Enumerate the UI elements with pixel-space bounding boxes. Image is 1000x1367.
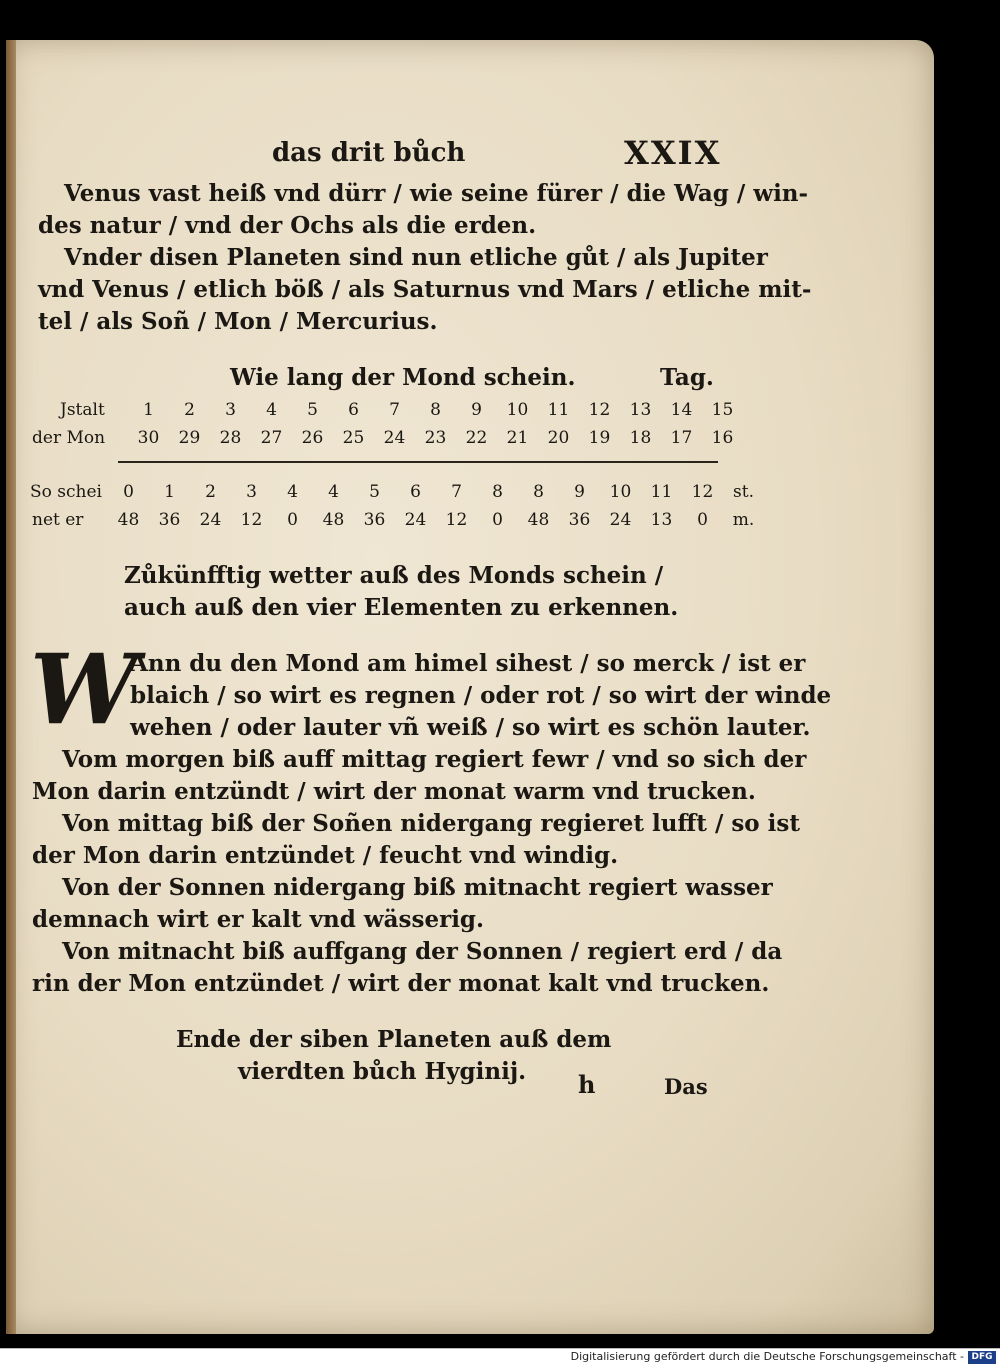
dfg-logo[interactable]: DFG: [968, 1351, 996, 1364]
signature-mark: h: [578, 1070, 596, 1099]
intro-line-5: tel / als Soñ / Mon / Mercurius.: [38, 308, 438, 335]
closing-line-1: Ende der siben Planeten auß dem: [176, 1026, 612, 1053]
section-heading-line-1: Zůkünfftig wetter auß des Monds schein /: [124, 562, 664, 589]
closing-line-2: vierdten bůch Hyginij.: [238, 1058, 527, 1085]
section-heading-line-2: auch auß den vier Elementen zu erkennen.: [124, 594, 679, 621]
body-line-5: Mon darin entzündt / wirt der monat warm vnd trucken.: [32, 778, 756, 805]
body-line-2: blaich / so wirt es regnen / oder rot / so wirt der winde: [130, 682, 832, 709]
row-label-3a: So schei: [30, 482, 102, 502]
book-spine-edge: [6, 40, 16, 1334]
body-line-7: der Mon darin entzündet / feucht vnd windig.: [32, 842, 619, 869]
intro-line-4: vnd Venus / etlich böß / als Saturnus vnd Mars / etliche mit-: [38, 276, 812, 303]
body-line-8: Von der Sonnen nidergang biß mitnacht regiert wasser: [62, 874, 773, 901]
funding-notice: Digitalisierung gefördert durch die Deutsche Forschungsgemeinschaft -: [570, 1350, 964, 1363]
row-label-1b: der Mon: [32, 428, 106, 448]
body-line-9: demnach wirt er kalt vnd wässerig.: [32, 906, 485, 933]
table-title: Wie lang der Mond schein.: [230, 364, 576, 391]
body-line-10: Von mitnacht biß auffgang der Sonnen / regiert erd / da: [62, 938, 783, 965]
body-line-11: rin der Mon entzündet / wirt der monat kalt vnd trucken.: [32, 970, 770, 997]
intro-line-3: Vnder disen Planeten sind nun etliche gůt / als Jupiter: [64, 244, 768, 271]
body-line-4: Vom morgen biß auff mittag regiert fewr / vnd so sich der: [62, 746, 807, 773]
shine-hours-row: 0 1 2 3 4 4 5 6 7 8 8 9 10 11 12 st.: [123, 482, 754, 502]
row-label-1a: Jstalt: [60, 400, 105, 420]
folio-number: XXIX: [624, 134, 722, 172]
table-unit: Tag.: [660, 364, 714, 391]
moon-age-reverse-row: 30 29 28 27 26 25 24 23 22 21 20 19 18 17 16: [137, 428, 734, 448]
row-label-3b: net er: [32, 510, 84, 530]
body-line-6: Von mittag biß der Soñen nidergang regieret lufft / so ist: [62, 810, 800, 837]
body-line-3: wehen / oder lauter vñ weiß / so wirt es schön lauter.: [130, 714, 811, 741]
shine-minutes-row: 48 36 24 12 0 48 36 24 12 0 48 36 24 13 0 m.: [117, 510, 755, 530]
digitization-footer: [0, 1348, 1000, 1367]
intro-line-1: Venus vast heiß vnd dürr / wie seine fürer / die Wag / win-: [64, 180, 809, 207]
catchword: Das: [664, 1074, 708, 1099]
moon-age-row: 1 2 3 4 5 6 7 8 9 10 11 12 13 14 15: [143, 400, 734, 420]
body-line-1: Ann du den Mond am himel sihest / so merck / ist er: [130, 650, 806, 677]
table-rule: [118, 461, 718, 463]
drop-cap-initial: W: [30, 633, 138, 746]
intro-line-2: des natur / vnd der Ochs als die erden.: [38, 212, 537, 239]
running-head: das drit bůch: [272, 138, 466, 168]
